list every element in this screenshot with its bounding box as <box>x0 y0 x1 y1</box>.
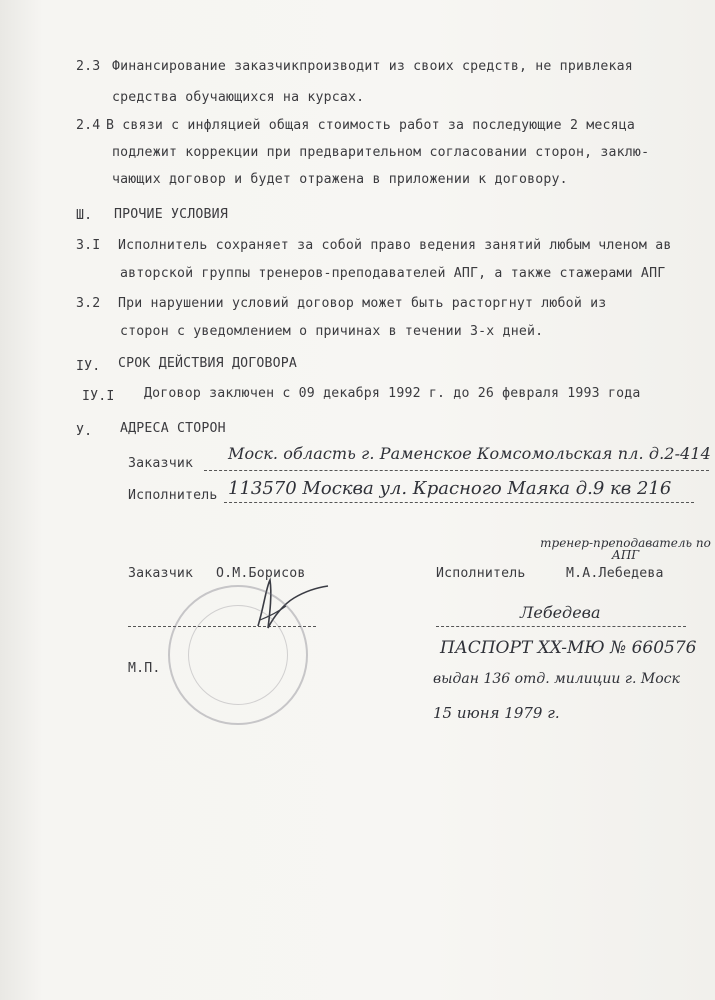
clause-text: сторон с уведомлением о причинах в течении 3-х дней. <box>120 324 544 339</box>
passport-line-2: выдан 136 отд. милиции г. Моск <box>433 671 680 687</box>
signature-customer-label: Заказчик <box>128 566 194 581</box>
section-number: Ш. <box>76 208 93 223</box>
executor-signature-handwritten: Лебедева <box>520 603 601 622</box>
address-executor-handwritten: 113570 Москва ул. Красного Маяка д.9 кв 216 <box>228 478 672 499</box>
section-number: IУ. <box>76 359 101 374</box>
address-customer-line <box>204 470 709 471</box>
clause-text: Финансирование заказчикпроизводит из своих средств, не привлекая <box>112 59 633 74</box>
executor-role-handwritten: тренер-преподаватель по АПГ <box>540 536 711 562</box>
clause-text: чающих договор и будет отражена в приложении к договору. <box>112 172 568 187</box>
clause-text: средства обучающихся на курсах. <box>112 90 365 105</box>
clause-number: IУ.I <box>82 389 115 404</box>
stamp-place-label: М.П. <box>128 661 161 676</box>
clause-text: В связи с инфляцией общая стоимость работ за последующие 2 месяца <box>106 118 636 133</box>
passport-line-1: ПАСПОРТ XX-МЮ № 660576 <box>440 638 697 658</box>
clause-number: 2.4 <box>76 118 101 133</box>
signature-executor-label: Исполнитель <box>436 566 526 581</box>
address-customer-handwritten: Моск. область г. Раменское Комсомольская пл. д.2-414 <box>228 444 711 463</box>
stamp-inner-ring <box>188 605 288 705</box>
clause-text: Договор заключен с 09 декабря 1992 г. до 26 февраля 1993 года <box>144 386 641 401</box>
clause-number: 2.3 <box>76 59 101 74</box>
clause-number: 3.2 <box>76 296 101 311</box>
signature-customer-name: О.М.Борисов <box>216 566 306 581</box>
signature-executor-line <box>436 626 686 627</box>
section-title: АДРЕСА СТОРОН <box>120 421 226 436</box>
clause-text: Исполнитель сохраняет за собой право ведения занятий любым членом ав <box>118 238 672 253</box>
clause-text: При нарушении условий договор может быть расторгнут любой из <box>118 296 607 311</box>
address-customer-label: Заказчик <box>128 456 194 471</box>
section-title: СРОК ДЕЙСТВИЯ ДОГОВОРА <box>118 356 298 371</box>
section-number: У. <box>76 424 93 439</box>
clause-text: авторской группы тренеров-преподавателей АПГ, а также стажерами АПГ <box>120 266 666 281</box>
passport-line-3: 15 июня 1979 г. <box>433 704 560 722</box>
signature-executor-name: М.А.Лебедева <box>566 566 664 581</box>
address-executor-line <box>224 502 694 503</box>
clause-text: подлежит коррекции при предварительном согласовании сторон, заклю- <box>112 145 650 160</box>
section-title: ПРОЧИЕ УСЛОВИЯ <box>114 207 228 222</box>
address-executor-label: Исполнитель <box>128 488 218 503</box>
clause-number: 3.I <box>76 238 101 253</box>
